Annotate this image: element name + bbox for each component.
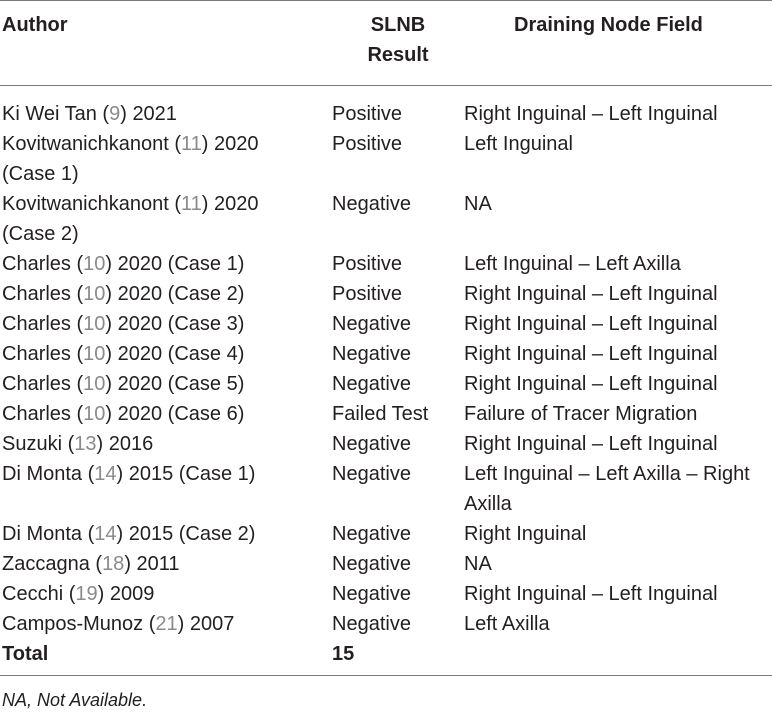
draining-node-field: Right Inguinal – Left Inguinal <box>464 373 718 395</box>
slnb-result-cell: Positive <box>332 103 403 125</box>
reference-link[interactable]: 14 <box>94 463 117 485</box>
author-name: Charles <box>2 253 71 275</box>
author-case: (Case 1) <box>2 163 79 185</box>
author-cell: Di Monta (14) 2015 (Case 2) <box>2 523 256 545</box>
field-cell <box>464 309 772 339</box>
author-name: Kovitwanichkanont <box>2 193 169 215</box>
reference-link[interactable]: 10 <box>83 403 106 425</box>
slnb-result-cell: Negative <box>332 433 411 455</box>
author-year: 2009 <box>109 583 155 605</box>
total-value: 15 <box>332 643 355 665</box>
table-row <box>0 369 772 399</box>
draining-node-field: Right Inguinal – Left Inguinal <box>464 103 718 125</box>
field-cell <box>464 85 772 129</box>
author-cell: Cecchi (19) 2009 <box>2 583 155 605</box>
table-row <box>0 249 772 279</box>
author-name: Zaccagna <box>2 553 90 575</box>
table-row <box>0 85 772 129</box>
author-cell: Suzuki (13) 2016 <box>2 433 154 455</box>
field-cell <box>464 579 772 609</box>
header-row <box>0 10 772 85</box>
field-cell <box>464 129 772 189</box>
author-name: Di Monta <box>2 523 83 545</box>
reference-link[interactable]: 10 <box>83 283 106 305</box>
author-cell: Zaccagna (18) 2011 <box>2 553 180 575</box>
author-year: 2015 (Case 1) <box>128 463 256 485</box>
reference-link[interactable]: 9 <box>109 103 121 125</box>
author-name: Charles <box>2 343 71 365</box>
slnb-results-table <box>0 10 772 669</box>
author-name: Kovitwanichkanont <box>2 133 169 155</box>
slnb-result-cell: Negative <box>332 343 411 365</box>
top-rule <box>0 0 772 1</box>
draining-node-field: Left Inguinal <box>464 133 573 155</box>
author-year: 2011 <box>136 553 180 575</box>
reference-link[interactable]: 10 <box>83 253 106 275</box>
slnb-result-cell: Positive <box>332 133 403 155</box>
author-cell: Charles (10) 2020 (Case 5) <box>2 373 245 395</box>
draining-node-field: Right Inguinal – Left Inguinal <box>464 583 718 605</box>
reference-link[interactable]: 11 <box>181 133 202 155</box>
author-name: Charles <box>2 283 71 305</box>
table-row <box>0 129 772 189</box>
draining-node-field: Right Inguinal – Left Inguinal <box>464 343 718 365</box>
slnb-result-cell: Positive <box>332 253 403 275</box>
field-cell <box>464 279 772 309</box>
author-year: 2020 (Case 5) <box>117 373 245 395</box>
author-name: Cecchi <box>2 583 64 605</box>
reference-link[interactable]: 11 <box>181 193 202 215</box>
author-year: 2020 <box>213 193 259 215</box>
table-row <box>0 549 772 579</box>
draining-node-field: NA <box>464 553 492 575</box>
slnb-result-cell: Negative <box>332 193 411 215</box>
reference-link[interactable]: 10 <box>83 343 106 365</box>
slnb-result-cell: Negative <box>332 613 411 635</box>
author-name: Charles <box>2 373 71 395</box>
author-year: 2020 (Case 3) <box>117 313 245 335</box>
author-year: 2020 (Case 4) <box>117 343 245 365</box>
table-row <box>0 519 772 549</box>
total-label: Total <box>2 643 49 665</box>
draining-node-field: Right Inguinal <box>464 523 587 545</box>
slnb-result-cell: Negative <box>332 313 411 335</box>
author-cell: Ki Wei Tan (9) 2021 <box>2 103 177 125</box>
reference-link[interactable]: 10 <box>83 373 106 395</box>
author-cell: Charles (10) 2020 (Case 4) <box>2 343 245 365</box>
author-cell: Charles (10) 2020 (Case 2) <box>2 283 245 305</box>
slnb-result-cell: Negative <box>332 373 411 395</box>
table-row <box>0 339 772 369</box>
table-row <box>0 579 772 609</box>
field-cell <box>464 339 772 369</box>
slnb-result-cell: Negative <box>332 583 411 605</box>
slnb-result-cell: Positive <box>332 283 403 305</box>
total-empty-cell <box>464 639 772 669</box>
total-row <box>0 639 772 669</box>
author-cell: Charles (10) 2020 (Case 1) <box>2 253 245 275</box>
reference-link[interactable]: 10 <box>83 313 106 335</box>
table-row <box>0 459 772 519</box>
field-cell <box>464 369 772 399</box>
slnb-result-cell: Negative <box>332 523 411 545</box>
table-row <box>0 309 772 339</box>
header-draining-node-field: Draining Node Field <box>514 14 703 36</box>
field-cell <box>464 459 772 519</box>
reference-link[interactable]: 14 <box>94 523 117 545</box>
field-cell <box>464 519 772 549</box>
draining-node-field: Failure of Tracer Migration <box>464 403 698 425</box>
author-cell: Charles (10) 2020 (Case 6) <box>2 403 245 425</box>
author-year: 2020 (Case 2) <box>117 283 245 305</box>
author-year: 2016 <box>108 433 154 455</box>
reference-link[interactable]: 19 <box>75 583 98 605</box>
author-name: Suzuki <box>2 433 63 455</box>
reference-link[interactable]: 18 <box>102 553 125 575</box>
author-year: 2021 <box>132 103 177 125</box>
field-cell <box>464 549 772 579</box>
author-name: Campos-Munoz <box>2 613 144 635</box>
author-cell: Charles (10) 2020 (Case 3) <box>2 313 245 335</box>
table-row <box>0 609 772 639</box>
author-cell: Kovitwanichkanont (11) 2020 (Case 1) <box>2 133 259 185</box>
draining-node-field: Left Inguinal – Left Axilla – Right <box>464 463 750 485</box>
author-name: Ki Wei Tan <box>2 103 97 125</box>
field-cell <box>464 399 772 429</box>
draining-node-field: Right Inguinal – Left Inguinal <box>464 433 718 455</box>
author-cell: Di Monta (14) 2015 (Case 1) <box>2 463 256 485</box>
author-year: 2015 (Case 2) <box>128 523 256 545</box>
author-name: Charles <box>2 313 71 335</box>
field-cell <box>464 249 772 279</box>
table-row <box>0 279 772 309</box>
slnb-result-cell: Failed Test <box>332 403 429 425</box>
author-year: 2007 <box>189 613 235 635</box>
bottom-rule <box>0 675 772 676</box>
draining-node-field: Left Axilla <box>464 613 550 635</box>
header-author: Author <box>2 14 68 36</box>
draining-node-field-cont: Axilla <box>464 493 512 515</box>
table-row <box>0 189 772 249</box>
author-case: (Case 2) <box>2 223 79 245</box>
table-row <box>0 399 772 429</box>
field-cell <box>464 189 772 249</box>
reference-link[interactable]: 13 <box>74 433 97 455</box>
draining-node-field: Right Inguinal – Left Inguinal <box>464 283 718 305</box>
author-year: 2020 (Case 1) <box>117 253 245 275</box>
author-name: Di Monta <box>2 463 83 485</box>
author-cell: Campos-Munoz (21) 2007 <box>2 613 235 635</box>
footnote: NA, Not Available. <box>2 690 148 710</box>
field-cell <box>464 609 772 639</box>
author-cell: Kovitwanichkanont (11) 2020 (Case 2) <box>2 193 259 245</box>
table-row <box>0 429 772 459</box>
author-year: 2020 <box>213 133 259 155</box>
draining-node-field: Left Inguinal – Left Axilla <box>464 253 681 275</box>
draining-node-field: Right Inguinal – Left Inguinal <box>464 313 718 335</box>
header-slnb-result: SLNB Result <box>367 14 429 66</box>
field-cell <box>464 429 772 459</box>
draining-node-field: NA <box>464 193 492 215</box>
slnb-result-cell: Negative <box>332 553 411 575</box>
author-year: 2020 (Case 6) <box>117 403 245 425</box>
slnb-result-cell: Negative <box>332 463 411 485</box>
reference-link[interactable]: 21 <box>155 613 178 635</box>
author-name: Charles <box>2 403 71 425</box>
